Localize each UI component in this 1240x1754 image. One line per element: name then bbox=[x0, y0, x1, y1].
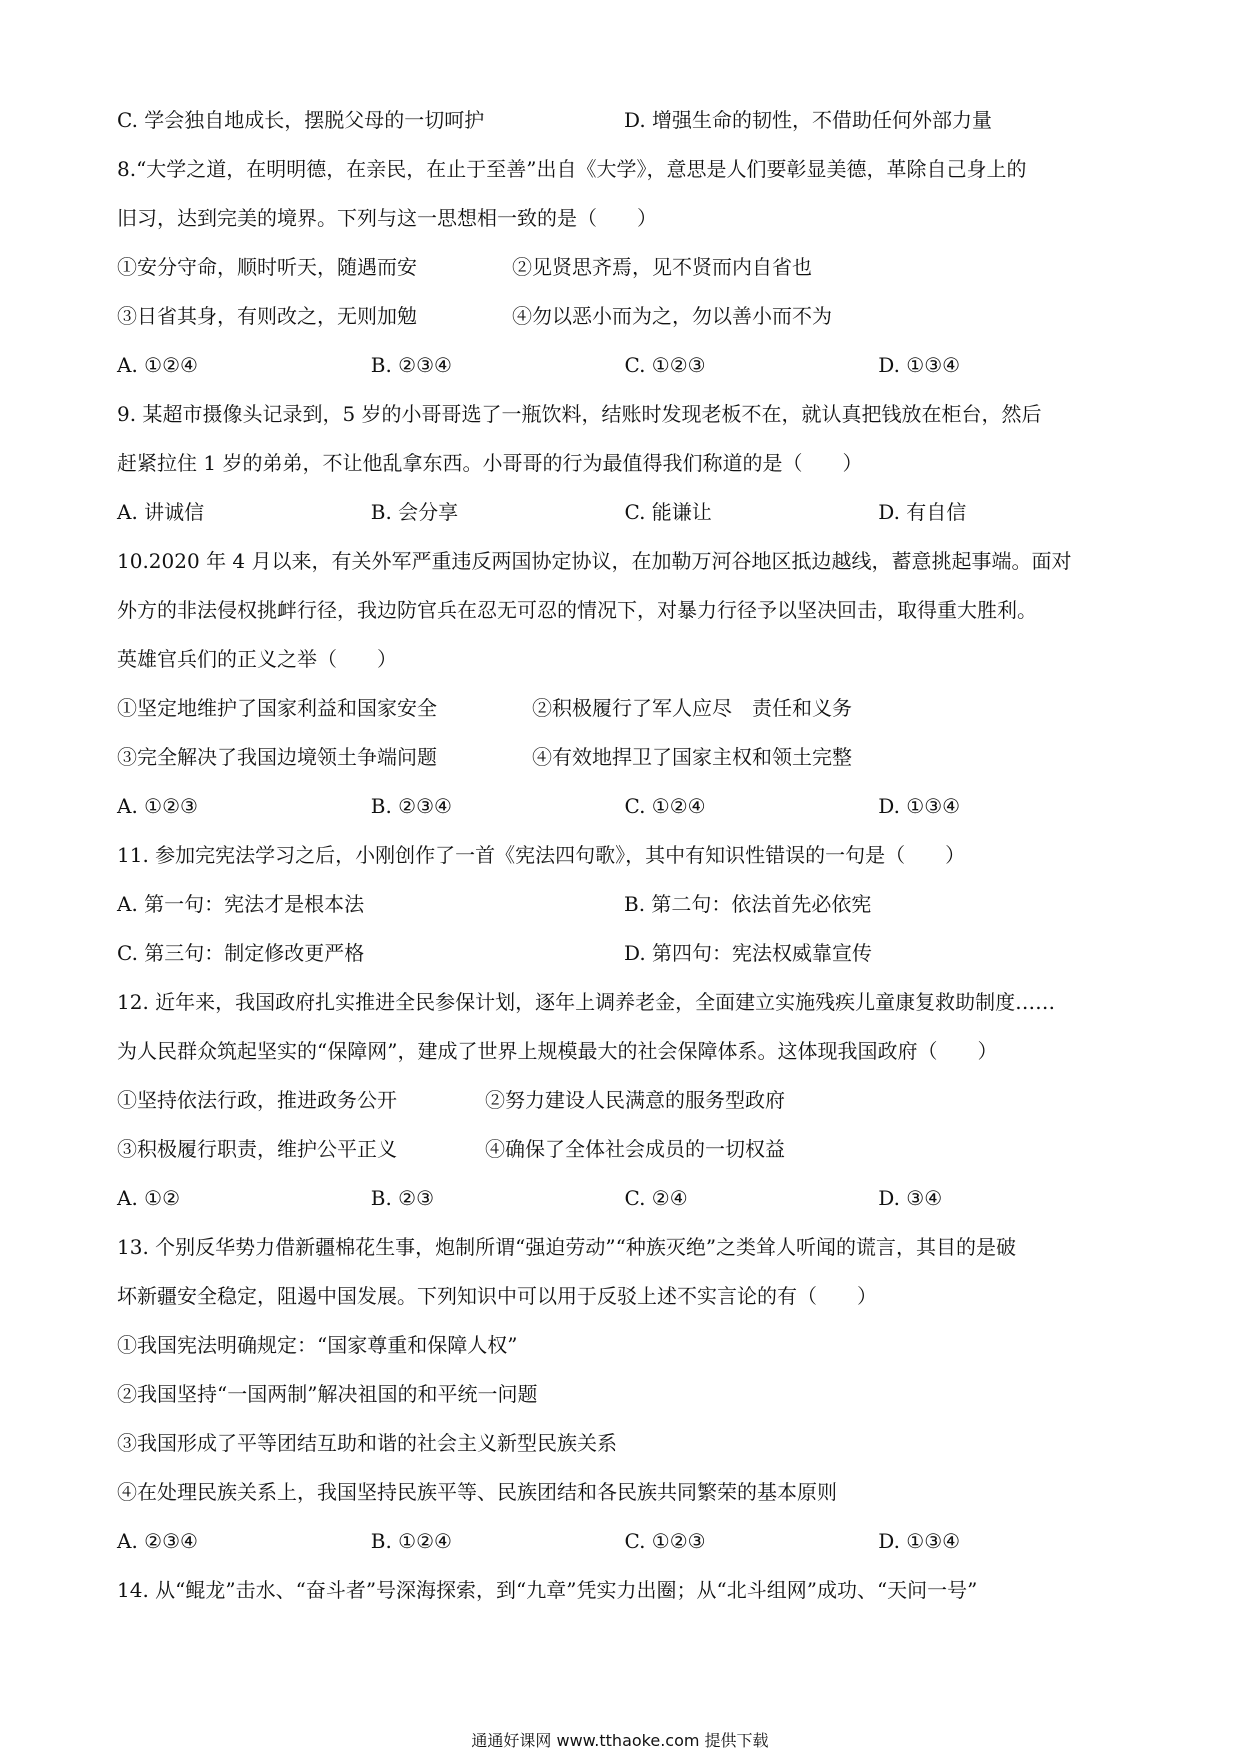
statement-3: ③完全解决了我国边境领土争端问题 bbox=[117, 745, 437, 769]
q8-stem-1: 8.“大学之道，在明明德，在亲民，在止于至善”出自《大学》，意思是人们要彰显美德，革除自己身上的 bbox=[117, 157, 1027, 181]
q12-stem-2: 为人民群众筑起坚实的“保障网”，建成了世界上规模最大的社会保障体系。这体现我国政府（ ） bbox=[117, 1039, 998, 1063]
q13-choices bbox=[117, 1517, 1132, 1566]
q8-choices bbox=[117, 341, 1132, 390]
q12-stem-1: 12. 近年来，我国政府扎实推进全民参保计划，逐年上调养老金，全面建立实施残疾儿童康复救助制度…… bbox=[117, 990, 1056, 1014]
statement-4: ④确保了全体社会成员的一切权益 bbox=[485, 1137, 785, 1161]
choice-d: D. ①③④ bbox=[878, 1529, 961, 1553]
choice-c: C. 能谦让 bbox=[624, 500, 712, 524]
statement-1: ①坚定地维护了国家利益和国家安全 bbox=[117, 696, 437, 720]
choice-b: B. 会分享 bbox=[370, 500, 459, 524]
q13-stem-2: 坏新疆安全稳定，阻遏中国发展。下列知识中可以用于反驳上述不实言论的有（ ） bbox=[117, 1284, 877, 1308]
choice-c: C. 第三句：制定修改更严格 bbox=[117, 941, 365, 965]
q13-statement-2: ②我国坚持“一国两制”解决祖国的和平统一问题 bbox=[117, 1382, 538, 1406]
q13-stem-1: 13. 个别反华势力借新疆棉花生事，炮制所谓“强迫劳动”“种族灭绝”之类耸人听闻的谎言，其目的是破 bbox=[117, 1235, 1017, 1259]
q8-statements-12 bbox=[117, 243, 1132, 292]
q7-options-cd bbox=[117, 96, 1132, 145]
q10-stem-1: 10.2020 年 4 月以来，有关外军严重违反两国协定协议，在加勒万河谷地区抵边越线，蓄意挑起事端。面对 bbox=[117, 549, 1072, 573]
q10-stem-2: 外方的非法侵权挑衅行径，我边防官兵在忍无可忍的情况下，对暴力行径予以坚决回击，取得重大胜利。 bbox=[117, 598, 1037, 622]
page-footer: 通通好课网 www.tthaoke.com 提供下载 bbox=[471, 1731, 769, 1750]
q12-statements-34 bbox=[117, 1125, 1132, 1174]
statement-4: ④有效地捍卫了国家主权和领土完整 bbox=[532, 745, 852, 769]
q8-stem-2: 旧习，达到完美的境界。下列与这一思想相一致的是（ ） bbox=[117, 206, 657, 230]
q11-choices-ab bbox=[117, 880, 1132, 929]
statement-4: ④勿以恶小而为之，勿以善小而不为 bbox=[512, 304, 832, 328]
q10-statements-34 bbox=[117, 733, 1132, 782]
option-c: C. 学会独自地成长，摆脱父母的一切呵护 bbox=[117, 108, 485, 132]
choice-d: D. 第四句：宪法权威靠宣传 bbox=[624, 941, 873, 965]
q11-stem-1: 11. 参加完宪法学习之后，小刚创作了一首《宪法四句歌》，其中有知识性错误的一句是（ ） bbox=[117, 843, 966, 867]
choice-b: B. ②③④ bbox=[370, 794, 452, 818]
choice-a: A. ②③④ bbox=[117, 1529, 198, 1553]
choice-a: A. ①② bbox=[117, 1186, 181, 1210]
statement-1: ①坚持依法行政，推进政务公开 bbox=[117, 1088, 397, 1112]
q9-stem-2: 赶紧拉住 1 岁的弟弟，不让他乱拿东西。小哥哥的行为最值得我们称道的是（ ） bbox=[117, 451, 863, 475]
statement-2: ②积极履行了军人应尽 责任和义务 bbox=[532, 696, 852, 720]
statement-1: ①安分守命，顺时听天，随遇而安 bbox=[117, 255, 417, 279]
q10-choices bbox=[117, 782, 1132, 831]
q13-statement-4: ④在处理民族关系上，我国坚持民族平等、民族团结和各民族共同繁荣的基本原则 bbox=[117, 1480, 837, 1504]
statement-2: ②见贤思齐焉，见不贤而内自省也 bbox=[512, 255, 812, 279]
choice-a: A. 讲诚信 bbox=[117, 500, 205, 524]
choice-c: C. ②④ bbox=[624, 1186, 688, 1210]
choice-c: C. ①②④ bbox=[624, 794, 706, 818]
q10-statements-12 bbox=[117, 684, 1132, 733]
statement-3: ③日省其身，有则改之，无则加勉 bbox=[117, 304, 417, 328]
choice-b: B. 第二句：依法首先必依宪 bbox=[624, 892, 872, 916]
q10-stem-3: 英雄官兵们的正义之举（ ） bbox=[117, 647, 397, 671]
choice-d: D. 有自信 bbox=[878, 500, 967, 524]
choice-b: B. ②③ bbox=[370, 1186, 435, 1210]
option-d: D. 增强生命的韧性，不借助任何外部力量 bbox=[624, 108, 993, 132]
q12-choices bbox=[117, 1174, 1132, 1223]
choice-b: B. ②③④ bbox=[370, 353, 452, 377]
q11-choices-cd bbox=[117, 929, 1132, 978]
statement-2: ②努力建设人民满意的服务型政府 bbox=[485, 1088, 785, 1112]
q9-choices bbox=[117, 488, 1132, 537]
q14-stem-1: 14. 从“鲲龙”击水、“奋斗者”号深海探索，到“九章”凭实力出圈；从“北斗组网”成功、“天问一号” bbox=[117, 1578, 978, 1602]
choice-d: D. ①③④ bbox=[878, 794, 961, 818]
q9-stem-1: 9. 某超市摄像头记录到，5 岁的小哥哥选了一瓶饮料，结账时发现老板不在，就认真把钱放在柜台，然后 bbox=[117, 402, 1042, 426]
choice-a: A. ①②③ bbox=[117, 794, 198, 818]
choice-a: A. ①②④ bbox=[117, 353, 198, 377]
q12-statements-12 bbox=[117, 1076, 1132, 1125]
q13-statement-3: ③我国形成了平等团结互助和谐的社会主义新型民族关系 bbox=[117, 1431, 617, 1455]
question-body bbox=[117, 96, 1132, 1615]
statement-3: ③积极履行职责，维护公平正义 bbox=[117, 1137, 397, 1161]
q8-statements-34 bbox=[117, 292, 1132, 341]
choice-d: D. ③④ bbox=[878, 1186, 943, 1210]
q13-statement-1: ①我国宪法明确规定：“国家尊重和保障人权” bbox=[117, 1333, 518, 1357]
choice-c: C. ①②③ bbox=[624, 353, 706, 377]
choice-d: D. ①③④ bbox=[878, 353, 961, 377]
choice-a: A. 第一句：宪法才是根本法 bbox=[117, 892, 365, 916]
choice-c: C. ①②③ bbox=[624, 1529, 706, 1553]
choice-b: B. ①②④ bbox=[370, 1529, 452, 1553]
